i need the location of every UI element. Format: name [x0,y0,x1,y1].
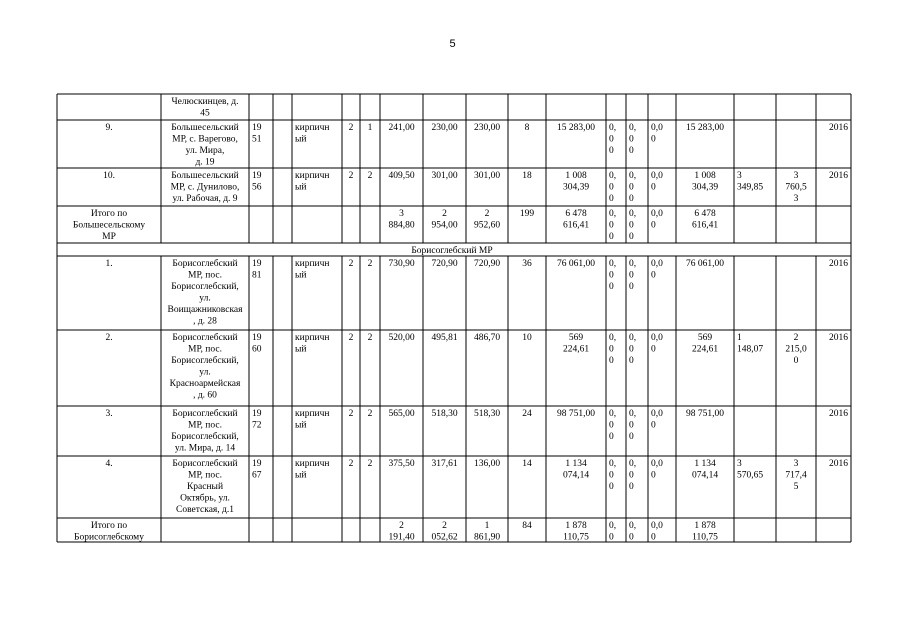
table-row-year: 60 [252,344,262,355]
table-row-material: ый [295,182,307,193]
table-row-max-cost: 215,0 [785,344,807,355]
table-row-area-priv: 230,00 [473,123,501,133]
table-row-address: Красноармейская [169,379,241,389]
total-row-label: Итого по [90,521,128,531]
table-row-max-cost: 3 [793,459,799,469]
total-row-area-priv: 952,60 [473,220,501,231]
table-row-cost-total: 98 751,00 [557,409,595,419]
table-row-c-c: 0 [651,470,656,481]
table-row-no: 4. [105,459,113,469]
table-row-residents: 14 [522,459,532,469]
table-row-area-res: 230,00 [431,123,458,133]
table-row-no: 3. [105,409,113,419]
total-row-label: Большесельскому [72,220,146,231]
table-row-address: Борисоглебский [172,259,238,269]
table-row-address: ул. Мира, [185,146,225,156]
total-row-c-b: 0 [629,232,634,242]
table-row-no: 1. [105,259,113,269]
total-row-area-res: 052,62 [431,532,458,543]
table-row-entrances: 2 [367,259,373,269]
table-row-address: ул. [199,293,211,304]
table-row-entrances: 1 [367,123,373,133]
table-row-year-done: 2016 [829,333,848,343]
total-row-c-d: 6 478 [694,209,716,219]
table-row-address: ул. Рабочая, д. 9 [172,194,238,204]
total-row-area-priv: 861,90 [473,532,501,543]
table-row-address: , д. 28 [193,316,217,327]
total-row-c-a: 0, [609,209,617,219]
table-row-address: МР, с. Дунилово, [170,182,240,193]
table-row-c-b: 0 [629,482,634,492]
table-row-no: 10. [103,171,115,181]
fragment-row-address: 45 [200,108,210,119]
table-row-year: 19 [252,259,262,269]
table-row-year: 67 [252,470,262,481]
table-row-material: кирпичн [295,171,330,181]
total-row-c-b: 0 [629,220,634,231]
table-row-year-done: 2016 [829,459,848,469]
table-row-c-b: 0 [629,344,634,355]
table-row-area-priv: 720,90 [473,259,501,269]
table-row-year: 19 [252,171,262,181]
total-row-c-a: 0 [609,220,614,231]
total-row-area-total: 3 [399,209,404,219]
table-row-cost-total: 15 283,00 [557,123,595,133]
table-row-year: 19 [252,409,262,419]
table-row-address: Борисоглебский [172,409,238,419]
table-row-c-c: 0 [651,270,656,281]
table-row-area-total: 520,00 [388,333,415,343]
total-row-cost-total: 616,41 [562,220,590,231]
table-row-c-a: 0 [609,482,614,492]
table-row-floors: 2 [348,123,354,133]
table-row-c-d: 569 [697,333,713,343]
table-row-c-a: 0, [609,123,617,133]
total-row-c-d: 110,75 [692,532,718,543]
total-row-c-d: 616,41 [691,220,719,231]
total-row-c-c: 0,0 [651,209,663,219]
total-row-c-a: 0 [609,232,614,242]
table-row-address: Борисоглебский, [171,432,239,442]
total-row-area-total: 2 [399,521,404,531]
section-title: Борисоглебский МР [411,246,493,256]
table-row-max-cost: 0 [793,356,799,366]
total-row-area-total: 884,80 [388,220,415,231]
table-row-entrances: 2 [367,333,373,343]
table-row-area-total: 241,00 [388,123,415,133]
total-row-c-b: 0, [629,209,637,219]
total-row-c-c: 0,0 [651,521,663,531]
table-row-cost-total: 304,39 [562,182,590,193]
total-row-c-c: 0 [651,532,656,543]
table-row-material: кирпичн [295,409,330,419]
table-row-c-a: 0 [609,146,614,156]
table-row-residents: 8 [524,123,530,133]
table-row-cost-total: 1 008 [565,171,587,181]
total-row-residents: 84 [522,521,532,531]
table-row-c-b: 0 [629,420,634,431]
table-row-area-res: 317,61 [431,459,458,469]
total-row-residents: 199 [519,209,535,219]
table-row-c-b: 0 [629,432,634,442]
table-row-area-total: 375,50 [388,459,415,469]
table-row-c-c: 0,0 [651,171,663,181]
table-row-entrances: 2 [367,409,373,419]
total-row-label: МР [102,232,116,242]
table-row-c-c: 0,0 [651,459,663,469]
table-grid [57,94,851,542]
table-row-area-priv: 518,30 [473,409,501,419]
table-row-c-a: 0, [609,171,617,181]
total-row-c-a: 0 [609,532,614,543]
table-row-c-a: 0, [609,459,617,469]
table-row-c-b: 0, [629,333,637,343]
total-row-label: Борисоглебскому [74,532,144,543]
table-row-c-c: 0 [651,344,656,355]
table-row-no: 2. [105,333,113,343]
table-row-c-a: 0 [609,270,614,281]
table-row-residents: 36 [522,259,532,269]
table-row-c-c: 0,0 [651,409,663,419]
table-row-c-d: 074,14 [691,470,719,481]
table-row-cost-total: 1 134 [565,459,587,469]
table-row-c-a: 0, [609,259,617,269]
total-row-area-priv: 2 [484,209,490,219]
table-row-c-a: 0 [609,344,614,355]
table-row-c-d: 1 008 [694,171,716,181]
table-row-address: МР, пос. [188,344,222,355]
table-row-c-b: 0 [629,282,634,292]
table-row-address: д. 19 [195,157,215,168]
table-row-cost-total: 569 [568,333,584,343]
total-row-area-priv: 1 [484,521,490,531]
table-row-material: кирпичн [295,459,330,469]
table-row-c-b: 0 [629,270,634,281]
table-row-year: 56 [252,182,262,193]
table-row-c-a: 0 [609,470,614,481]
table-row-cost-total: 224,61 [562,344,590,355]
table-row-address: Борисоглебский [172,333,238,343]
total-row-area-res: 954,00 [431,220,458,231]
table-row-c-c: 0 [651,182,656,193]
table-row-residents: 24 [522,409,532,419]
table-row-address: Борисоглебский, [171,282,239,292]
table-row-unit-cost: 3 [737,171,742,181]
table-row-max-cost: 2 [793,333,799,343]
table-row-c-b: 0 [629,182,634,193]
table-row-c-d: 98 751,00 [686,409,724,419]
table-row-unit-cost: 349,85 [737,182,764,193]
total-row-c-d: 1 878 [694,521,716,531]
table-row-material: ый [295,270,307,281]
total-row-c-a: 0, [609,521,617,531]
table-row-cost-total: 074,14 [562,470,590,481]
table-row-year-done: 2016 [829,171,848,181]
table-row-c-b: 0 [629,356,634,366]
table-row-address: ул. [199,367,211,378]
table-row-residents: 18 [522,171,532,181]
table-row-unit-cost: 570,65 [737,470,764,481]
total-row-area-total: 191,40 [388,532,415,543]
table-row-area-res: 720,90 [431,259,458,269]
table-row-no: 9. [105,123,113,133]
table-row-year: 81 [252,270,262,281]
total-row-c-b: 0 [629,532,634,543]
table-row-c-b: 0, [629,123,637,133]
table-row-material: ый [295,420,307,431]
table-row-address: Большесельский [171,123,239,133]
table-row-c-c: 0,0 [651,123,663,133]
total-row-label: Итого по [90,209,128,219]
table-row-area-priv: 486,70 [473,333,501,343]
table-row-c-d: 224,61 [691,344,719,355]
table-row-address: Октябрь, ул. [180,493,230,504]
table-row-c-c: 0,0 [651,259,663,269]
table-row-max-cost: 717,4 [785,470,807,481]
table-row-address: МР, с. Варегово, [172,134,238,145]
table-row-year: 19 [252,123,262,133]
total-row-cost-total: 110,75 [563,532,589,543]
table-row-year: 19 [252,459,262,469]
table-row-unit-cost: 148,07 [737,344,764,355]
table-row-c-c: 0 [651,420,656,431]
table-row-cost-total: 76 061,00 [557,259,595,269]
table-row-material: ый [295,470,307,481]
table-row-c-b: 0, [629,259,637,269]
table-row-area-total: 730,90 [388,259,415,269]
table-row-address: Борисоглебский [172,459,238,469]
table-row-unit-cost: 3 [737,459,742,469]
table-row-c-a: 0 [609,194,614,204]
table-row-address: Красный [186,482,224,492]
table-row-c-a: 0, [609,333,617,343]
table-row-area-res: 495,81 [431,333,458,343]
table-row-floors: 2 [348,409,354,419]
table-row-c-c: 0,0 [651,333,663,343]
table-row-c-a: 0, [609,409,617,419]
table-row-floors: 2 [348,459,354,469]
table-row-address: МР, пос. [188,470,222,481]
table-row-year: 72 [252,420,262,431]
table-row-c-a: 0 [609,356,614,366]
table-row-material: ый [295,344,307,355]
table-row-floors: 2 [348,259,354,269]
table-row-year-done: 2016 [829,259,848,269]
table-row-c-b: 0 [629,134,634,145]
table-row-entrances: 2 [367,459,373,469]
table-row-max-cost: 5 [793,482,799,492]
table-row-c-b: 0 [629,194,634,204]
table-row-c-a: 0 [609,182,614,193]
table-row-max-cost: 3 [793,171,799,181]
table-row-c-b: 0 [629,146,634,156]
table-row-address: Советская, д.1 [176,505,234,515]
table-row-address: Борисоглебский, [171,356,239,366]
table-row-address: ул. Мира, д. 14 [174,443,236,454]
total-row-c-b: 0, [629,521,637,531]
table-row-c-d: 304,39 [691,182,719,193]
page-number: 5 [449,38,456,50]
table-row-year-done: 2016 [829,123,848,133]
table-row-year-done: 2016 [829,409,848,419]
table-row-unit-cost: 1 [737,333,742,343]
table-row-max-cost: 3 [793,194,799,204]
fragment-row-address: Челюскинцев, д. [171,97,239,107]
table-row-c-b: 0, [629,171,637,181]
table-row-material: кирпичн [295,123,330,133]
table-row-c-d: 76 061,00 [686,259,724,269]
table-row-year: 51 [252,134,262,145]
table-row-c-d: 1 134 [694,459,716,469]
table-cells [73,97,848,543]
table-row-c-a: 0 [609,432,614,442]
table-row-c-b: 0, [629,459,637,469]
table-row-c-b: 0, [629,409,637,419]
table-row-address: МР, пос. [188,420,222,431]
total-row-area-res: 2 [442,521,447,531]
table-row-max-cost: 760,5 [785,182,807,193]
table-row-address: Воищажниковская [167,305,243,315]
total-row-c-c: 0 [651,220,656,231]
total-row-cost-total: 6 478 [565,209,587,219]
total-row-cost-total: 1 878 [565,521,587,531]
table-row-c-a: 0 [609,134,614,145]
table-row-area-priv: 136,00 [473,459,501,469]
table-row-floors: 2 [348,171,354,181]
table-row-area-total: 409,50 [388,171,415,181]
table-row-c-d: 15 283,00 [686,123,724,133]
table-row-c-c: 0 [651,134,656,145]
table-row-area-res: 518,30 [431,409,458,419]
total-row-area-res: 2 [442,209,447,219]
table-row-address: Большесельский [171,171,239,181]
table-row-area-total: 565,00 [388,409,415,419]
table-row-area-priv: 301,00 [473,171,501,181]
table-row-material: кирпичн [295,259,330,269]
table-row-residents: 10 [522,333,532,343]
table-row-area-res: 301,00 [431,171,458,181]
table-row-floors: 2 [348,333,354,343]
table-row-material: ый [295,134,307,145]
table-row-material: кирпичн [295,333,330,343]
table-row-year: 19 [252,333,262,343]
table-row-address: МР, пос. [188,270,222,281]
table-row-c-b: 0 [629,470,634,481]
table-row-entrances: 2 [367,171,373,181]
table-row-c-a: 0 [609,420,614,431]
table-row-c-a: 0 [609,282,614,292]
table-row-address: , д. 60 [193,390,217,401]
